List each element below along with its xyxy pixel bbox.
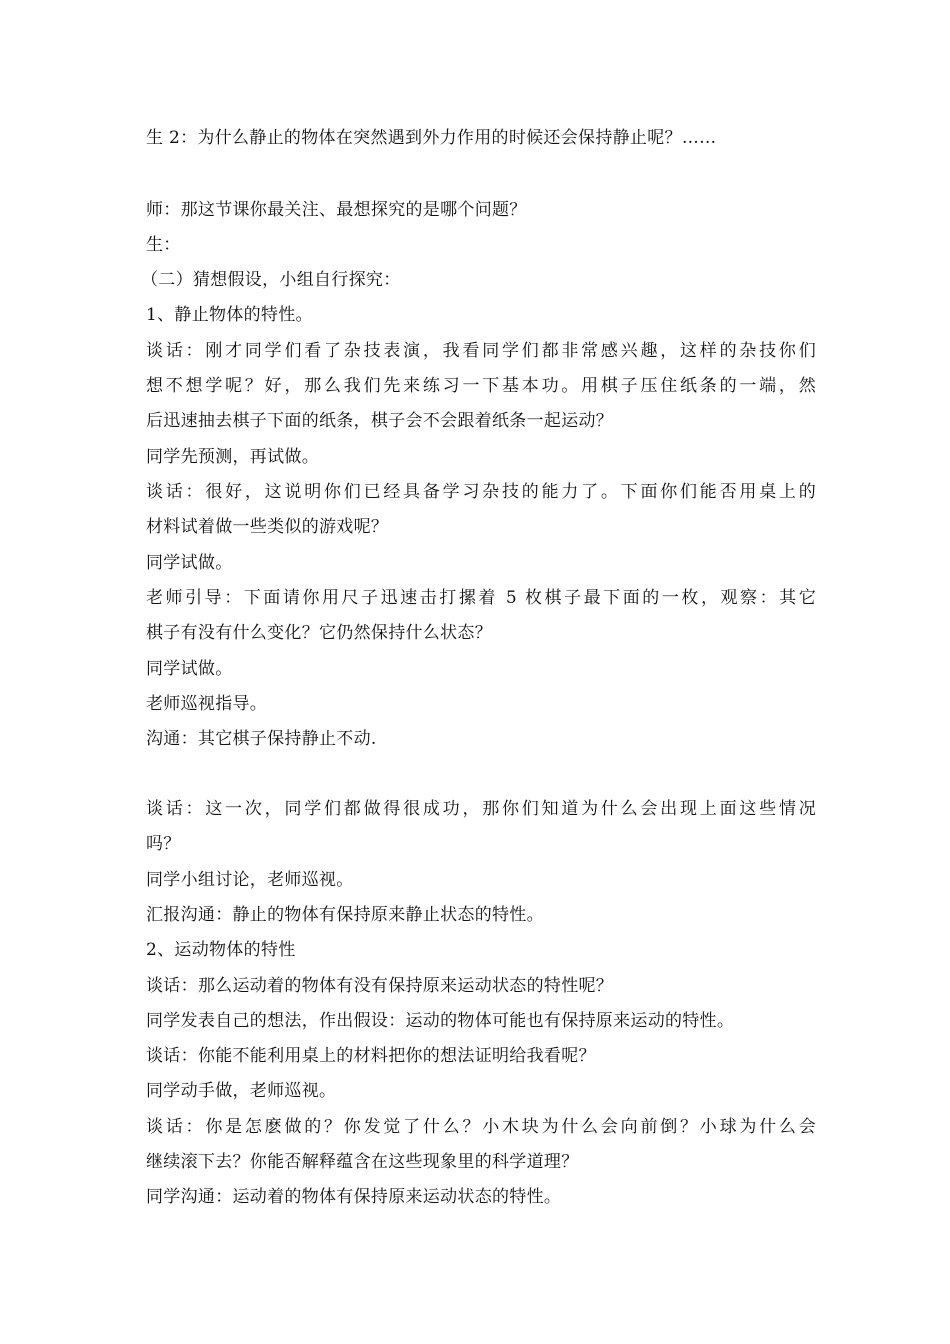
text-line: 谈话：你是怎麽做的？你发觉了什么？小木块为什么会向前倒？小球为什么会 xyxy=(146,1117,816,1137)
text-line: 谈话：刚才同学们看了杂技表演，我看同学们都非常感兴趣，这样的杂技你们 xyxy=(146,341,816,361)
text-line: 师：那这节课你最关注、最想探究的是哪个问题？ xyxy=(146,200,527,220)
subsection-heading: 2、运动物体的特性 xyxy=(146,940,296,960)
text-line: 继续滚下去？你能否解释蕴含在这些现象里的科学道理？ xyxy=(146,1152,579,1172)
text-line: 沟通：其它棋子保持静止不动. xyxy=(146,729,377,749)
text-line: 同学先预测，再试做。 xyxy=(146,447,319,467)
text-line: 谈话：那么运动着的物体有没有保持原来运动状态的特性呢？ xyxy=(146,976,614,996)
text-line: 生 2：为什么静止的物体在突然遇到外力作用的时候还会保持静止呢？…… xyxy=(146,128,717,148)
text-line: 汇报沟通：静止的物体有保持原来静止状态的特性。 xyxy=(146,905,544,925)
text-line: 同学试做。 xyxy=(146,553,233,573)
text-line: 想不想学呢？好，那么我们先来练习一下基本功。用棋子压住纸条的一端，然 xyxy=(146,376,816,396)
text-line: 老师巡视指导。 xyxy=(146,694,268,714)
text-line: 后迅速抽去棋子下面的纸条，棋子会不会跟着纸条一起运动？ xyxy=(146,411,614,431)
text-line: 同学动手做，老师巡视。 xyxy=(146,1081,337,1101)
text-line: 吗？ xyxy=(146,834,181,854)
text-line: 生： xyxy=(146,235,181,255)
text-line: 材料试着做一些类似的游戏呢？ xyxy=(146,517,389,537)
text-line: 谈话：这一次，同学们都做得很成功，那你们知道为什么会出现上面这些情况 xyxy=(146,799,816,819)
text-line: 同学试做。 xyxy=(146,659,233,679)
subsection-heading: 1、静止物体的特性。 xyxy=(146,305,313,325)
text-line: 谈话：很好，这说明你们已经具备学习杂技的能力了。下面你们能否用桌上的 xyxy=(146,482,816,502)
text-line: 同学小组讨论，老师巡视。 xyxy=(146,870,354,890)
text-line: 同学沟通：运动着的物体有保持原来运动状态的特性。 xyxy=(146,1187,562,1207)
text-line: 棋子有没有什么变化？它仍然保持什么状态？ xyxy=(146,623,492,643)
text-line: 谈话：你能不能利用桌上的材料把你的想法证明给我看呢？ xyxy=(146,1046,596,1066)
text-line: 同学发表自己的想法，作出假设：运动的物体可能也有保持原来运动的特性。 xyxy=(146,1011,735,1031)
section-heading: （二）猜想假设，小组自行探究： xyxy=(141,270,401,290)
text-line: 老师引导：下面请你用尺子迅速击打摞着 5 枚棋子最下面的一枚，观察：其它 xyxy=(146,588,816,608)
